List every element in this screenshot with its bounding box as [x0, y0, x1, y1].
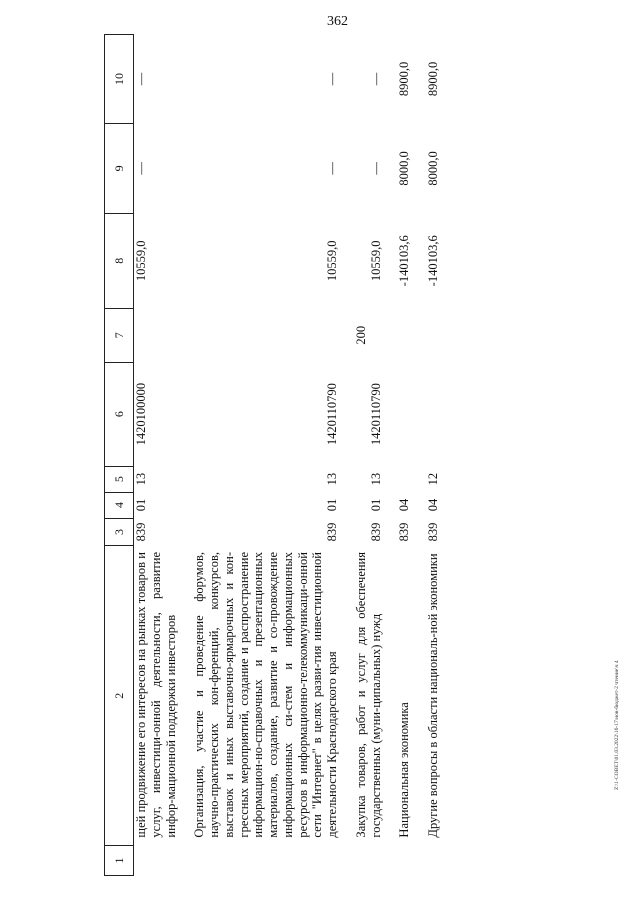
table-row: [426, 35, 441, 876]
header-cell: 10: [105, 35, 134, 124]
expense-type-code: 200: [353, 325, 368, 345]
header-cell: 8: [105, 213, 134, 308]
section-code: 01: [368, 498, 383, 512]
amount-col10: —: [134, 72, 148, 86]
row-number-cell: [192, 846, 340, 876]
subsection-code: 13: [368, 472, 383, 486]
amount-col9: —: [134, 162, 148, 175]
expense-type-code: [192, 308, 340, 362]
target-article-code: [397, 362, 412, 466]
budget-table: [104, 34, 441, 876]
target-article-code: 1420100000: [134, 382, 148, 446]
ministry-code: 839: [426, 522, 440, 542]
header-cell: 4: [105, 492, 134, 518]
amount-col10: 8900,0: [426, 61, 440, 97]
subsection-code: [397, 466, 412, 492]
header-cell: 3: [105, 518, 134, 546]
amount-col8: 10559,0: [325, 240, 339, 282]
row-description: Национальная экономика: [397, 702, 412, 838]
target-article-code: 1420110790: [368, 383, 383, 446]
expense-type-code: [134, 308, 179, 362]
subsection-code: 12: [426, 472, 440, 486]
header-cell: 9: [105, 123, 134, 213]
section-code: 01: [325, 498, 339, 512]
row-number-cell: [354, 846, 384, 876]
target-article-code: 1420110790: [325, 383, 339, 446]
amount-col8: 10559,0: [368, 240, 383, 282]
header-cell: 5: [105, 466, 134, 492]
amount-col8: -140103,6: [426, 235, 440, 287]
amount-col9: 8000,0: [397, 151, 412, 186]
amount-col8: -140103,6: [397, 235, 412, 287]
document-path-footer: Z:\1-СОВЕТ\01.03.2022\16-17\нов-бюджет-2 чтение\ч 4: [614, 660, 620, 790]
amount-col10: —: [325, 72, 339, 86]
amount-col8: 10559,0: [134, 240, 148, 282]
section-code: 01: [134, 498, 148, 512]
ministry-code: 839: [325, 522, 339, 542]
table-row: [397, 35, 412, 876]
header-cell: 2: [105, 546, 134, 846]
expense-type-code: [426, 308, 441, 362]
subsection-code: 13: [325, 472, 339, 486]
section-code: 04: [426, 498, 440, 512]
header-cell: 7: [105, 308, 134, 362]
ministry-code: 839: [134, 522, 148, 542]
table-row: [192, 35, 340, 876]
amount-col10: 8900,0: [397, 61, 412, 97]
header-cell: 6: [105, 362, 134, 466]
table-row: [134, 35, 179, 876]
amount-col10: —: [368, 72, 383, 86]
amount-col9: 8000,0: [426, 151, 440, 186]
row-description: Организация, участие и проведение форумов, научно-практических кон-ференций, конкурсов, выставок и иных выставочно-ярмарочных и кон-грессных мероприятий, создание и распространение информацион-но-справочных и презентационных материалов, создание, развитие и со-провождение информационных си-стем и информационных ресурсов в информационно-телекоммуникаци-онной сети "Интернет" в целях разви-тия инвестиционной деятельности Краснодарского края: [192, 552, 339, 838]
header-cell: 1: [105, 846, 134, 876]
row-description: щей продвижение его интересов на рынках товаров и услуг, инвестици-онной деятельности, развитие инфор-мационной поддержки инвесторов: [134, 552, 178, 838]
section-code: 04: [397, 498, 412, 512]
ministry-code: 839: [368, 522, 383, 542]
row-number-cell: [397, 846, 412, 876]
budget-table-sheet: [104, 34, 608, 876]
amount-col9: —: [368, 162, 383, 175]
row-number-cell: [134, 846, 179, 876]
row-description: Закупка товаров, работ и услуг для обеспечения государственных (муни-ципальных) нужд: [353, 552, 383, 838]
row-number-cell: [426, 846, 441, 876]
page-number: 362: [327, 14, 348, 29]
table-row: [354, 35, 384, 876]
target-article-code: [426, 362, 441, 466]
subsection-code: 13: [134, 472, 148, 486]
amount-col9: —: [325, 162, 339, 175]
expense-type-code: [397, 308, 412, 362]
ministry-code: 839: [397, 522, 412, 542]
row-description: Другие вопросы в области националь-ной экономики: [426, 553, 440, 838]
table-header-row: [105, 35, 134, 876]
